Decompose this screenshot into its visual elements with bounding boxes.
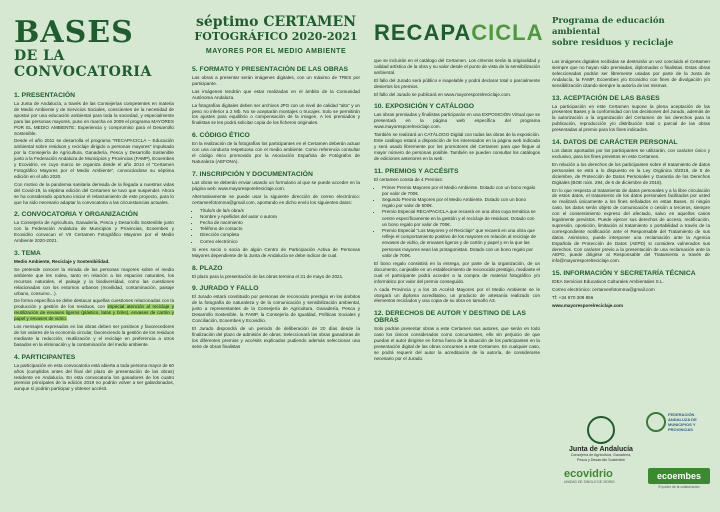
prize-item: • Primer Premio Mayores por el Medio Ambiente. Dotado con un bono regalo por valor de 700€. — [382, 185, 540, 197]
certamen-year: FOTOGRÁFICO 2020-2021 — [194, 30, 358, 43]
section-8-title: 8. PLAZO — [192, 264, 223, 272]
section-6-title: 6. CÓDIGO ÉTICO — [192, 132, 250, 140]
junta-andalucia-logo: Junta de Andalucía Consejería de Agricultura, Ganadería, Pesca y Desarrollo Sostenible — [566, 416, 636, 462]
list-item: • Dirección completa — [200, 232, 360, 238]
section-1-text-1: La Junta de Andalucía, a través de las Consejerías competentes en materia de Medio Ambiente y de Servicios Sociales, conscientes de la necesidad de apostar por una educación ambiental para toda la sociedad, y especialmente para las personas mayores, puso en marcha en 2009 el programa MAYORES POR EL MEDIO AMBIENTE: Experiencia y compromiso para el Desarrollo Sostenible. — [14, 101, 174, 136]
section-4-text-1: La participación en esta convocatoria está abierta a toda persona mayor de 60 años (cumplidos antes del final del plazo de presentación de las obras) residente en Andalucía. En esta convocatoria los ganadores de los cuatro premios principales de la edición 2019 no podrán volver a ser galardonados, aunque sí podrán participar y obtener accésit. — [14, 362, 174, 392]
section-7-text-2: Alternativamente se puede usar la siguiente dirección de correo electrónico: certamenfotomma@gmail.com, aportando en dicho envío los siguientes datos: — [192, 193, 360, 205]
jury-verdict-text: El fallo del Jurado será público e inapelable y podrá declarar total o parcialmente desiertos los premios. — [374, 77, 540, 89]
ecovidrio-logo: ecovidrio UNIDAD DE SINGLO DE VIDRIO — [564, 468, 615, 484]
section-5-text-2: Las imágenes tendrán que estar realizadas en el ámbito de la Comunidad Autónoma Andaluza. — [192, 88, 360, 100]
section-10-text-1: Las obras premiadas y finalistas participarán en una EXPOSICIÓN Virtual que se presentará en la página web específica del programa www.mayoresporelreciclaje.com. — [374, 112, 540, 130]
section-13-text-1: La participación en este Certamen supone la plena aceptación de las presentes Bases y la conformidad con las decisiones del Jurado, además de la autorización a la organización del Certamen de los derechos para la publicación, reproducción y/o distribución total o parcial de las obras presentadas al premio para los fines indicados. — [552, 103, 710, 133]
section-1-text-2: Desde el año 2011 se desarrolla el programa "RECAPACICLA – Educación ambiental sobre residuos y reciclaje dirigido a personas mayores" impulsado por la Consejería de Agricultura, Ganadería, Pesca y Desarrollo Sostenible junto a la Federación Andaluza de Municipios y Provincias (FAMP), Ecoembes y Ecovidrio, en cuyo marco se organiza desde el año 2014 el "Certamen Fotográfico Mayores por el Medio Ambiente", convocándose su séptima edición en el año 2020. — [14, 138, 174, 179]
prize-item: • Premio Especial RECAPACICLA que recaerá en una obra cuya temática se centre específicamente en la gestión y el reciclaje de residuos. Dotado con un bono regalo por valor de 700€. — [382, 209, 540, 228]
section-3-text-4: Los mensajes expresados en las obras deben ser positivos y favorecedores de los valores de la economía circular, favoreciendo la gestión de los residuos mediante la reducción, reutilización y el reciclaje en preferencia a otros basados en la eliminación y la contaminación del medio ambiente. — [14, 324, 174, 347]
section-11-title: 11. PREMIOS Y ACCÉSITS — [374, 167, 459, 175]
contact-website[interactable]: www.mayoresporelreciclaje.com — [552, 303, 624, 308]
section-15-title: 15. INFORMACIÓN Y SECRETARÍA TÉCNICA — [552, 270, 696, 278]
recapacicla-logo: RECAPACICLA — [374, 20, 544, 45]
contact-email[interactable]: Correo electrónico: certamenfotomma@gmail.com — [552, 287, 655, 293]
section-3-title: 3. TEMA — [14, 250, 41, 258]
jury-publication-text: El fallo del Jurado se publicará en www.mayoresporelreciclaje.com. — [374, 91, 512, 97]
page-subtitle: DE LA CONVOCATORIA — [14, 48, 152, 80]
section-11-text-2: El bono regalo consistirá en la entrega, por parte de la organización, de un documento, canjeable en un establecimiento de reconocido prestigio, mediante el cual el participante podrá acceder a la compra de material fotográfico y/o informático por valor del premio conseguido. — [374, 261, 540, 284]
column-certamen — [186, 0, 366, 512]
contact-company: IDEA Servicios Educativos Culturales Ambientales S.L. — [552, 279, 664, 285]
section-5-title: 5. FORMATO Y PRESENTACIÓN DE LAS OBRAS — [192, 66, 349, 73]
section-11-text-3: A cada Provincia y a los 16 Accésit Mayores por el Medio Ambiente se le otorgará un diploma acreditativo, un producto de artesanía realizado con elementos reciclados y una copia de su obra en tamaño A3. — [374, 286, 540, 304]
certamen-title: séptimo CERTAMEN — [195, 14, 357, 30]
section-14-title: 14. DATOS DE CARÁCTER PERSONAL — [552, 139, 678, 147]
list-item: • Correo electrónico — [200, 239, 360, 245]
section-11-intro: El certamen consta de 4 Premios: — [374, 176, 443, 182]
section-5-text-1: Las obras a presentar serán imágenes digitales, con un máximo de TRES por participante. — [192, 75, 360, 86]
programa-title: Programa de educación ambiental sobre residuos y reciclaje — [552, 16, 674, 48]
emblem-icon — [587, 416, 615, 444]
list-item: • Título/s de la/s obra/s — [200, 208, 360, 214]
section-7-text-1: Las obras se deberán enviar usando un formulario al que se puede acceder en la página web: www.mayoresporelreciclaje.com. — [192, 179, 360, 191]
famp-logo: FEDERACIÓN ANDALUZA DE MUNICIPIOS Y PROVINCIAS — [646, 412, 712, 432]
section-4-title: 4. PARTICIPANTES — [14, 353, 76, 361]
list-item: • Fecha de nacimiento — [200, 220, 360, 226]
column-bases — [0, 0, 180, 512]
contact-phone: Tf: +34 670 309 856 — [552, 295, 594, 301]
section-1-title: 1. PRESENTACIÓN — [14, 92, 76, 99]
famp-circle-icon — [646, 412, 666, 432]
section-10-title: 10. EXPOSICIÓN Y CATÁLOGO — [374, 103, 475, 111]
sponsor-logos — [554, 412, 714, 507]
jury-criteria-text: que se incluirán en el catálogo del Certamen. Los criterios serán la originalidad y calidad artística de la obra y su valor desde el punto de vista de la sensibilización ambiental. — [374, 58, 540, 75]
section-12-text-1: Solo podrán presentar obras a este Certamen sus autores, que serán en todo caso los únicos considerados como concursantes, ello sin perjuicio de que puedan el autor dirigirse en forma fuera de la situación de los participantes en la presentación digital de las obras concursen a este Certamen. En cualquier caso, se podrá requerir del autor la acreditación de la autoría, de considerarse necesario por el Jurado. — [374, 326, 540, 361]
section-9-text-2: El Jurado dispondrá de un periodo de deliberación de 20 días desde la finalización del plazo de admisión de obras. Seleccionará las obras ganadoras de los diferentes premios y accésits explicados pudiendo además seleccionar una serie de obras finalistas — [192, 325, 360, 349]
section-3-text-2: Se pretende conocer la mirada de las personas mayores sobre el medio ambiente que les rodea, tanto en relación a los espacios naturales, los recursos naturales, el paisaje y la biodiversidad, como las cuestiones relacionadas con los entornos urbanos (movilidad, contaminación, paisaje urbano, consumo…). — [14, 266, 174, 296]
section-3-text-3: De forma específica se debe destacar aquellas cuestiones relacionadas con la producción y gestión de los residuos, con especial atención al reciclaje y reutilización de envases ligeros (plástico, latas y briks), envases de cartón y papel y envases de vidrio. — [14, 298, 174, 322]
section-12-title: 12. DERECHOS DE AUTOR Y DESTINO DE LAS OBRAS — [374, 310, 526, 325]
section-7-title: 7. INSCRIPCIÓN Y DOCUMENTACIÓN — [192, 170, 313, 178]
section-5-text-3: La fotografías digitales deben ser archivos JPG con un nivel de calidad "alto" y un peso no inferior a 2 Mb. No se aceptarán montajes o trucajes. Solo se permitirán los ajustes para equilibrio o compensación de la imagen. A les premiados y finalistas se les podrá solicitar copia de los ficheros originales. — [192, 102, 360, 126]
section-14-text-3: En lo que respecta al tratamiento de datos personales y a la libre circulación de estos datos, el tratamiento de los datos personales facilitados por usted se realizará únicamente a los fines señalados en estas Bases. Si ningún caso, los datos serán objeto de comunicación o cesión a terceros, siempre con el consentimiento expreso del afectado, salvo en aquellos casos legalmente previstos. Puede ejercer sus derechos de acceso, rectificación, supresión, oposición, limitación al tratamiento o portabilidad a través de la correspondiente notificación ante el Responsable del Tratamiento de sus datos. Asimismo, puede interponer una reclamación ante la Agencia Española de Protección de Datos (AEPD) si considera vulnerados sus derechos. Con carácter previo a la presentación de una reclamación ante la AEPD, puede dirigirse al Responsable del Tratamiento a través de info@mayoresporelreciclaje.com. — [552, 187, 710, 264]
highlighted-text: especial atención al reciclaje y reutilización de envases ligeros (plástico, latas y briks), envases de cartón y papel y envases de vidrio. — [14, 304, 174, 322]
section-14-text-1: Los datos aportados por los participantes se utilizarán, con carácter único y exclusivo, para los fines previstos en este Certamen. — [552, 148, 710, 159]
section-9-text-1: El Jurado estará constituido por personas de reconocido prestigio en los ámbitos de la fotografía de naturaleza y de la comunicación y sensibilización ambiental, junto a representantes de la Consejería de Agricultura, Ganadería, Pesca y Desarrollo Sostenible, la FAMP, la Consejería de Igualdad, Políticas Sociales y Conciliación, Ecoembes y Ecovidrio. — [192, 294, 360, 324]
list-item: • Nombre y Apellidos del autor o autora — [200, 214, 360, 220]
section-2-text-1: La Consejería de Agricultura, Ganadería, Pesca y Desarrollo Sostenible junto con la Federación Andaluza de Municipios y Provincias, Ecoembes y Ecovidrio convocan el VII Certamen Fotográfico Mayores por el Medio Ambiente 2020-2021. — [14, 220, 174, 244]
section-13-title: 13. ACEPTACIÓN DE LAS BASES — [552, 94, 660, 102]
section-9-title: 9. JURADO Y FALLO — [192, 285, 259, 293]
section-10-text-2: También se realizará un CATÁLOGO Digital con todas las obras de la exposición. Este catálogo estará a disposición de los interesados en la página web indicada y será usado libremente por los promotores del Certamen para que llegue al mayor número de personas posible. También se pueden consultar los catálogos de ediciones anteriores en la web. — [374, 132, 540, 161]
prize-item: • Segundo Premio Mayores por el Medio Ambiente. Dotado con un bono regalo por valor de 500€. — [382, 197, 540, 209]
section-3-text-1: Medio Ambiente, Reciclaje y Sostenibilidad. — [14, 259, 110, 265]
required-data-list — [192, 208, 360, 245]
section-14-text-2: En relación a los derechos de los participantes sobre el tratamiento de datos personales se está a lo dispuesto en la Ley Orgánica 3/2018, de 5 de diciembre, de Protección de Datos Personales y Garantía de los Derechos Digitales (BOE núm. 294, de 6 de diciembre de 2018). — [552, 161, 710, 185]
list-item: • Teléfono de contacto — [200, 226, 360, 232]
section-6-text-1: En la realización de la fotografías los participantes en el Certamen deberán actuar con una conducta respetuosa con el medio ambiente. Como referencia consultar el código ético promovido por la Asociación Española de Fotógrafos de Naturaleza (AEFONA). — [192, 141, 360, 164]
column-recapacicla — [368, 0, 546, 512]
section-7-text-3: Si eres socio o socia de algún Centro de Participación Activa de Personas Mayores dependiente de la Junta de Andalucía se debe indicar de cual. — [192, 246, 360, 258]
page-title: BASES — [14, 15, 134, 50]
section-2-title: 2. CONVOCATORIA Y ORGANIZACIÓN — [14, 211, 138, 219]
ecoembes-logo: ecoembes El poder de la colaboración — [648, 468, 710, 484]
section-1-text-3: Con motivo de la pandemia sanitaria derivada de la llegada a nuestras vidas del Covid-19, la séptima edición del Certamen se tuvo que suspender. Ahora se ha considerado oportuno iniciar el relanzamiento de este proyecto, para lo que ha sido necesario adaptar la convocatoria a las circunstancias actuales. — [14, 181, 174, 205]
certamen-tagline: MAYORES POR EL MEDIO AMBIENTE — [205, 48, 347, 55]
column-programa — [546, 0, 720, 512]
images-usage-text: Las imágenes digitales recibidas se destruirán un vez concluido el Certamen siempre que no hayan sido premiadas, diplomadas o finalistas. Estas obras seleccionadas podrán ser libremente usadas por parte de la Junta de Andalucía, la FAMP, Ecoembes y/o Ecovidrio con fines de divulgación y/o sensibilización citando siempre la autoría de las mismas. — [552, 59, 710, 88]
section-8-text-1: El plazo para la presentación de las obras termina el 31 de mayo de 2021. — [192, 273, 344, 279]
prize-item: • Premio Especial "Los Mayores y el Reciclaje" que recaerá en una obra que refleje el comportamiento positivo de los mayores en relación al reciclaje de envases de vidrio, de envases ligeros y de cartón y papel y en la que las personas mayores sean las protagonistas. Dotado con un bono regalo por valor de 700€. — [382, 228, 540, 259]
prizes-list — [374, 185, 540, 259]
